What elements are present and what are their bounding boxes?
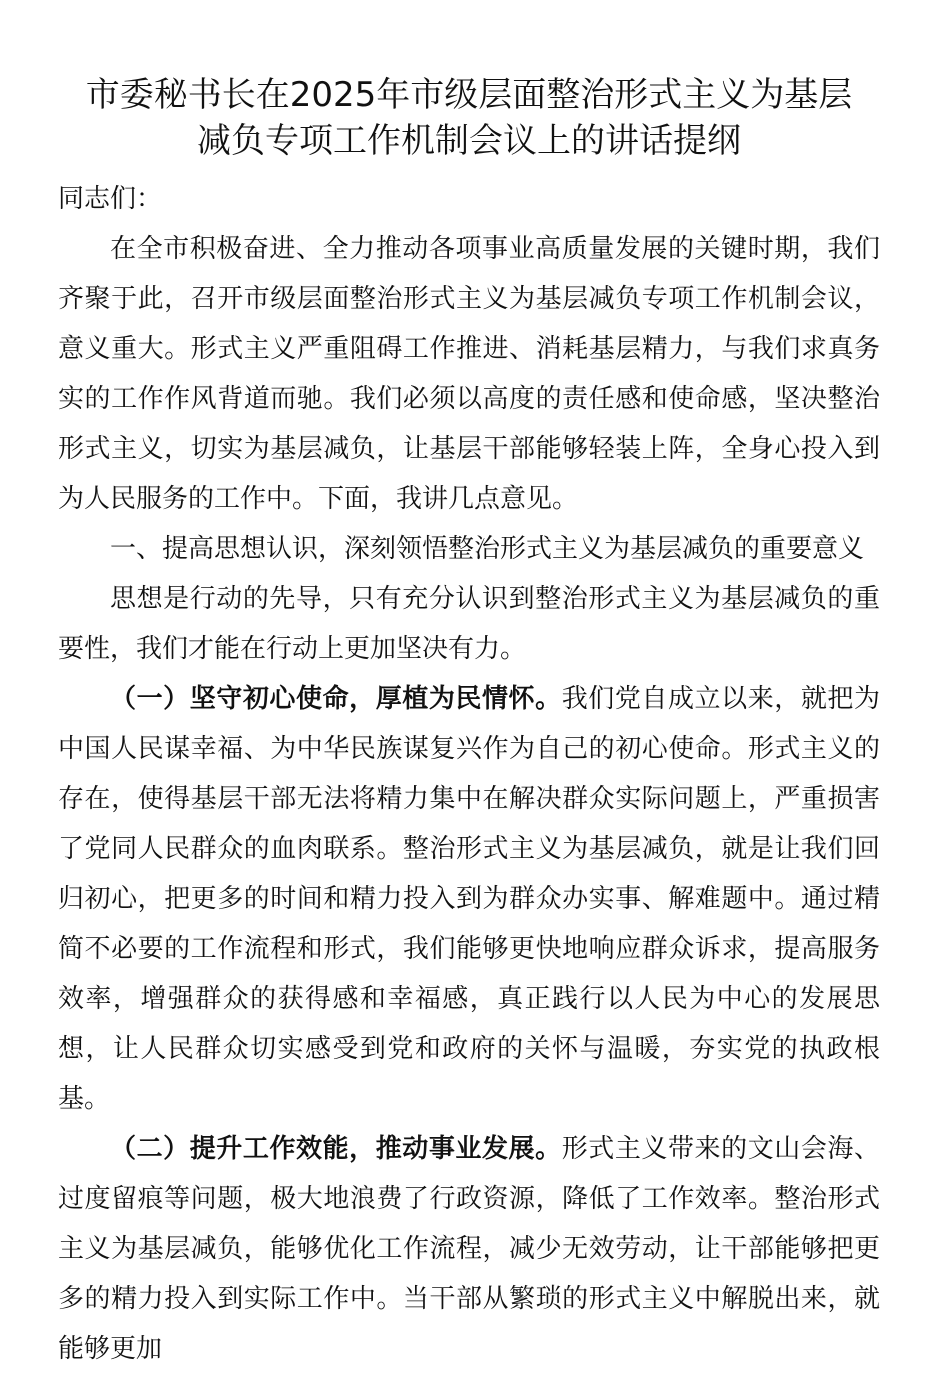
subsection-1-lead: （一）坚守初心使命，厚植为民情怀。 — [110, 684, 562, 714]
document-title — [58, 72, 880, 164]
subsection-2-lead: （二）提升工作效能，推动事业发展。 — [110, 1134, 562, 1164]
salutation: 同志们： — [58, 184, 163, 214]
subsection-1 — [58, 674, 880, 1124]
subsection-1-body: 我们党自成立以来，就把为中国人民谋幸福、为中华民族谋复兴作为自己的初心使命。形式主义的存在，使得基层干部无法将精力集中在解决群众实际问题上，严重损害了党同人民群众的血肉联系。整治形式主义为基层减负，就是让我们回归初心，把更多的时间和精力投入到为群众办实事、解难题中。通过精简不必要的工作流程和形式，我们能够更快地响应群众诉求，提高服务效率，增强群众的获得感和幸福感，真正践行以人民为中心的发展思想，让人民群众切实感受到党和政府的关怀与温暖，夯实党的执政根基。 — [58, 684, 880, 1114]
title-line-1: 市委秘书长在2025年市级层面整治形式主义为基层 — [85, 75, 853, 115]
section-1-heading: 一、提高思想认识，深刻领悟整治形式主义为基层减负的重要意义 — [110, 534, 865, 564]
intro-paragraph: 在全市积极奋进、全力推动各项事业高质量发展的关键时期，我们齐聚于此，召开市级层面整治形式主义为基层减负专项工作机制会议，意义重大。形式主义严重阻碍工作推进、消耗基层精力，与我们求真务实的工作作风背道而驰。我们必须以高度的责任感和使命感，坚决整治形式主义，切实为基层减负，让基层干部能够轻装上阵，全身心投入到为人民服务的工作中。下面，我讲几点意见。 — [58, 234, 880, 514]
title-line-2: 减负专项工作机制会议上的讲话提纲 — [197, 121, 741, 161]
subsection-2-body: 形式主义带来的文山会海、过度留痕等问题，极大地浪费了行政资源，降低了工作效率。整治形式主义为基层减负，能够优化工作流程，减少无效劳动，让干部能够把更多的精力投入到实际工作中。当干部从繁琐的形式主义中解脱出来，就能够更加 — [58, 1134, 880, 1364]
subsection-2 — [58, 1124, 880, 1374]
section-1-intro: 思想是行动的先导，只有充分认识到整治形式主义为基层减负的重要性，我们才能在行动上更加坚决有力。 — [58, 584, 880, 664]
